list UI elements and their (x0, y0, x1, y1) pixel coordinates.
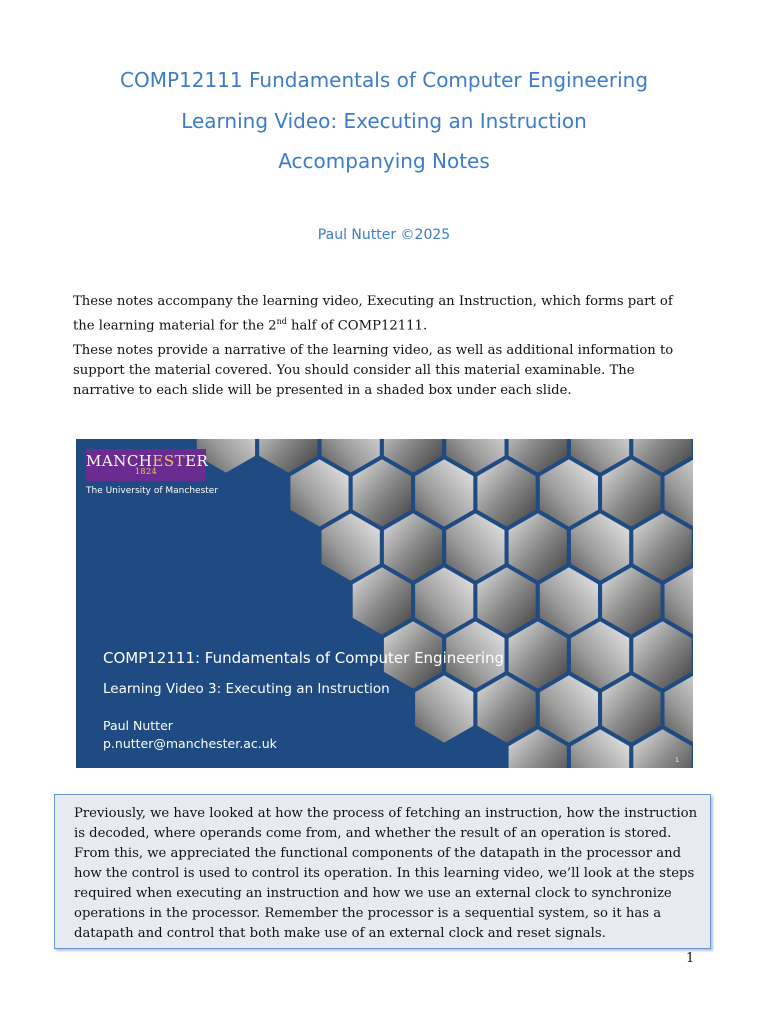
narrative-box (54, 794, 711, 949)
narrative-text: Previously, we have looked at how the process of fetching an instruction, how the instruction is decoded, where operands come from, and whether the result of an operation is stored. From this, we appreciated the functional components of the datapath in the processor and how the control is used to control its operation. In this learning video, we’ll look at the steps required when executing an instruction and how we use an external clock to synchronize operations in the processor. Remember the processor is a sequential system, so it has a datapath and control that both make use of an external clock and reset signals. (74, 806, 698, 941)
intro-paragraph-1: These notes accompany the learning video, Executing an Instruction, which forms part of the learning material for the 2nd half of COMP12111. (73, 294, 673, 334)
university-name: The University of Manchester (86, 486, 219, 496)
slide-number: 1 (675, 757, 679, 764)
document-title: COMP12111 Fundamentals of Computer Engineering (119, 68, 649, 92)
title-slide-image (76, 439, 693, 768)
page-number: 1 (686, 951, 695, 966)
slide-title: COMP12111: Fundamentals of Computer Engineering (103, 649, 505, 667)
slide-subtitle: Learning Video 3: Executing an Instruction (103, 681, 390, 697)
intro-paragraph-2: These notes provide a narrative of the learning video, as well as additional information to support the material covered. You should consider all this material examinable. The narrative to each slide will be presented in a shaded box under each slide. (73, 343, 674, 398)
slide-presenter: Paul Nutter (103, 718, 173, 733)
document-subtitle: Learning Video: Executing an Instruction (181, 109, 587, 133)
university-logo: MANCHESTER 1824 (86, 449, 206, 481)
photo-hexagon (413, 673, 475, 745)
document-notes-heading: Accompanying Notes (278, 149, 490, 173)
slide-email: p.nutter@manchester.ac.uk (103, 736, 277, 751)
author-line: Paul Nutter ©2025 (317, 227, 451, 243)
